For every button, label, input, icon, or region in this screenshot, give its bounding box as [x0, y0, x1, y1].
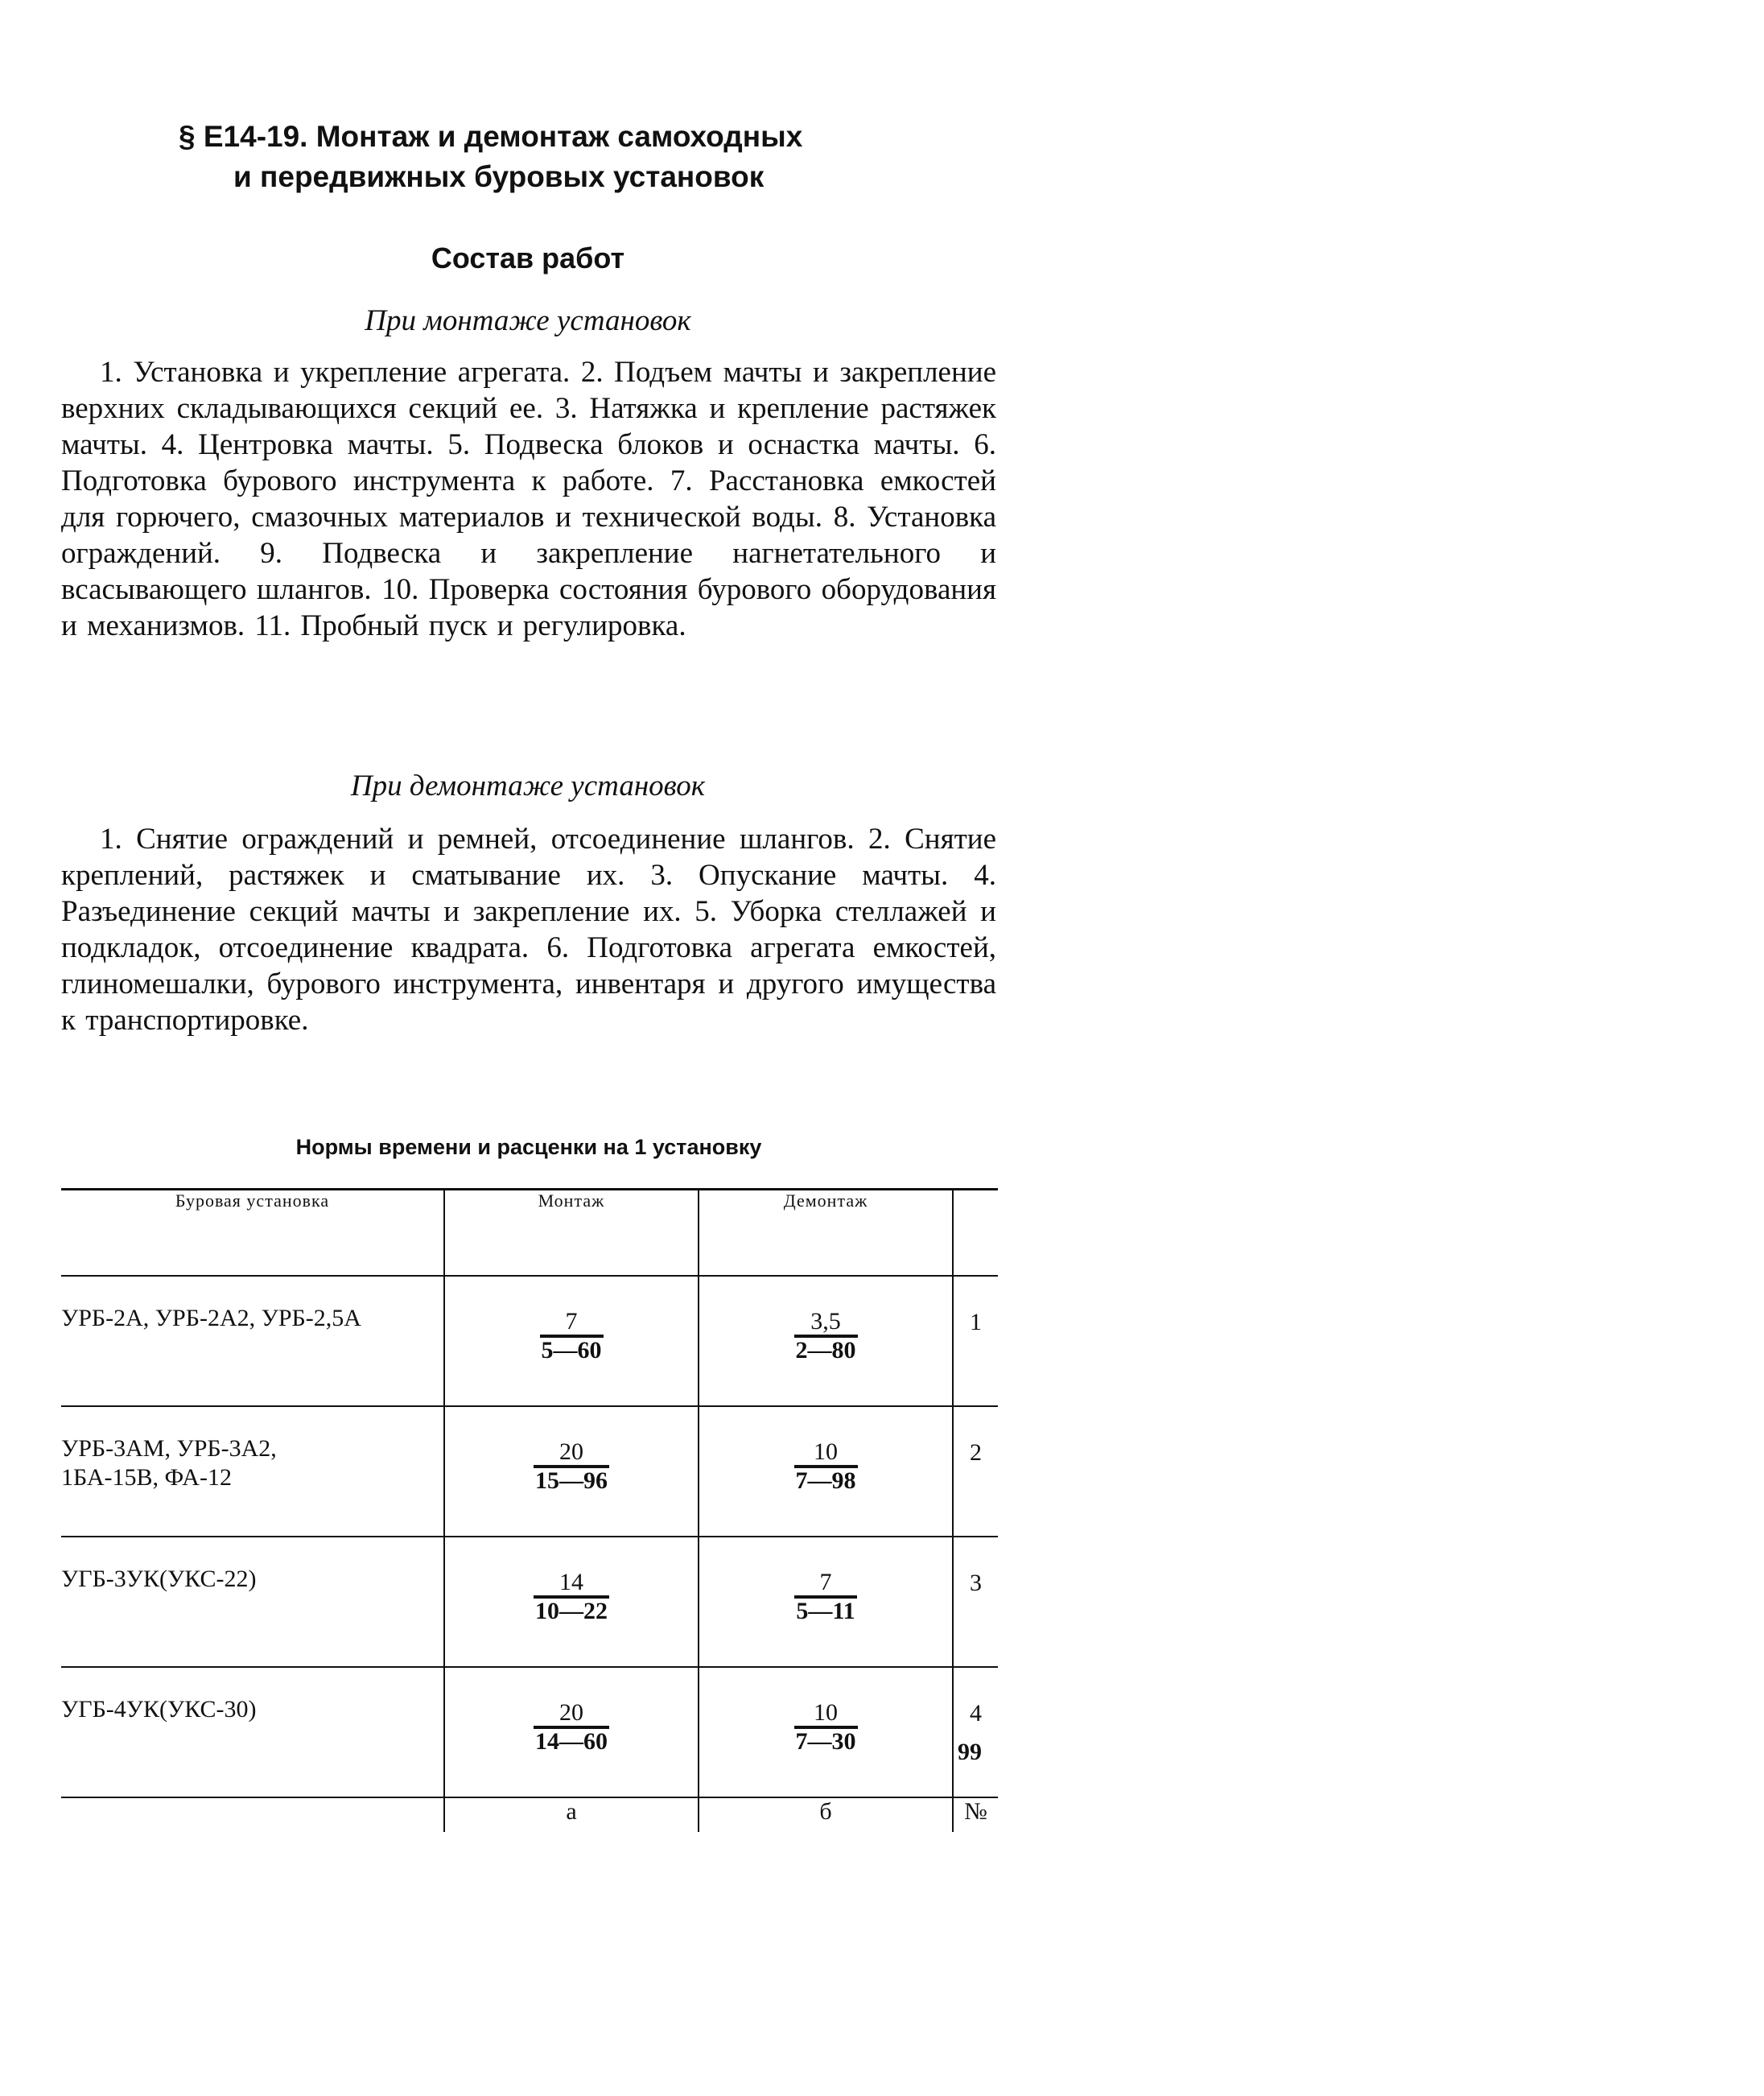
mounting-paragraph: 1. Установка и укрепление агрегата. 2. Подъем мачты и закрепление верхних складывающихся секций ее. 3. Натяжка и крепление растяжек мачты. 4. Центровка мачты. 5. Подвеска блоков и оснастка мачты. 6. Подготовка бурового инструмента к работе. 7. Расстановка емкостей для горючего, смазочных материалов и технической воды. 8. Установка ограждений. 9. Подвеска и закрепление нагнетательного и всасывающего шлангов. 10. Проверка состояния бурового оборудования и механизмов. 11. Пробный пуск и регулировка.	[61, 356, 996, 642]
norm-fraction	[540, 1309, 604, 1364]
rig-name-cell	[61, 1406, 444, 1537]
footer-col-b: б	[699, 1797, 953, 1832]
table-row	[61, 1667, 998, 1797]
mounting-cell	[444, 1537, 699, 1667]
price-rate: 15—96	[535, 1467, 608, 1494]
mounting-heading: При монтаже установок	[365, 304, 691, 337]
norm-fraction	[794, 1570, 856, 1624]
section-title-line-1: § Е14-19. Монтаж и демонтаж самоходных	[179, 120, 803, 153]
dismounting-cell	[699, 1537, 953, 1667]
dismounting-cell	[699, 1406, 953, 1537]
time-norm: 14	[534, 1570, 609, 1597]
rig-name-cell	[61, 1276, 444, 1406]
time-norm: 10	[794, 1439, 858, 1467]
table-header-row	[61, 1190, 998, 1277]
time-norm: 20	[534, 1700, 609, 1727]
header-number	[953, 1190, 998, 1277]
rig-name-cell	[61, 1537, 444, 1667]
section-title-line-2: и передвижных буровых установок	[233, 160, 765, 193]
dismounting-cell	[699, 1667, 953, 1797]
price-rate: 10—22	[535, 1598, 608, 1624]
time-norm: 3,5	[794, 1309, 858, 1336]
table-footer-row	[61, 1797, 998, 1832]
rig-name: УГБ-4УК(УКС-30)	[61, 1696, 257, 1723]
price-rate: 5—60	[541, 1337, 602, 1364]
mounting-cell	[444, 1406, 699, 1537]
norm-fraction	[794, 1700, 858, 1755]
time-norm: 20	[534, 1439, 609, 1467]
norm-fraction	[534, 1700, 609, 1755]
price-rate: 7—98	[795, 1467, 856, 1494]
mounting-cell	[444, 1667, 699, 1797]
rig-name-continued: 1БА-15В, ФА-12	[61, 1464, 232, 1491]
norms-table	[61, 1188, 998, 1832]
rig-name: УГБ-3УК(УКС-22)	[61, 1566, 257, 1592]
dismounting-heading: При демонтаже установок	[350, 769, 706, 803]
table-caption: Нормы времени и расценки на 1 установку	[295, 1135, 762, 1159]
norm-fraction	[534, 1439, 609, 1494]
rig-name: УРБ-3АМ, УРБ-3А2,	[61, 1435, 277, 1462]
row-number: 2	[953, 1406, 998, 1537]
price-rate: 2—80	[795, 1337, 856, 1364]
price-rate: 5—11	[796, 1598, 855, 1624]
norm-fraction	[794, 1309, 858, 1364]
composition-heading: Состав работ	[431, 241, 625, 274]
mounting-cell	[444, 1276, 699, 1406]
table-row	[61, 1537, 998, 1667]
table-row	[61, 1276, 998, 1406]
dismounting-paragraph: 1. Снятие ограждений и ремней, отсоединение шлангов. 2. Снятие креплений, растяжек и сматывание их. 3. Опускание мачты. 4. Разъединение секций мачты и закрепление их. 5. Уборка стеллажей и подкладок, отсоединение квадрата. 6. Подготовка агрегата емкостей, глиномешалки, бурового инструмента, инвентаря и другого имущества к транспортировке.	[61, 823, 996, 1037]
norm-fraction	[794, 1439, 858, 1494]
row-number: 4	[953, 1667, 998, 1797]
price-rate: 7—30	[795, 1728, 856, 1755]
footer-empty	[61, 1797, 444, 1832]
rig-name-cell	[61, 1667, 444, 1797]
time-norm: 10	[794, 1700, 858, 1727]
header-mounting: Монтаж	[444, 1190, 699, 1277]
section-title	[161, 117, 934, 197]
rig-name: УРБ-2А, УРБ-2А2, УРБ-2,5А	[61, 1305, 361, 1331]
row-number: 1	[953, 1276, 998, 1406]
dismounting-cell	[699, 1276, 953, 1406]
footer-col-number: №	[953, 1797, 998, 1832]
time-norm: 7	[540, 1309, 604, 1336]
price-rate: 14—60	[535, 1728, 608, 1755]
footer-col-a: а	[444, 1797, 699, 1832]
time-norm: 7	[794, 1570, 856, 1597]
table-row	[61, 1406, 998, 1537]
page-number: 99	[958, 1739, 982, 1765]
norm-fraction	[534, 1570, 609, 1624]
header-rig: Буровая установка	[61, 1190, 444, 1277]
row-number: 3	[953, 1537, 998, 1667]
header-dismounting: Демонтаж	[699, 1190, 953, 1277]
